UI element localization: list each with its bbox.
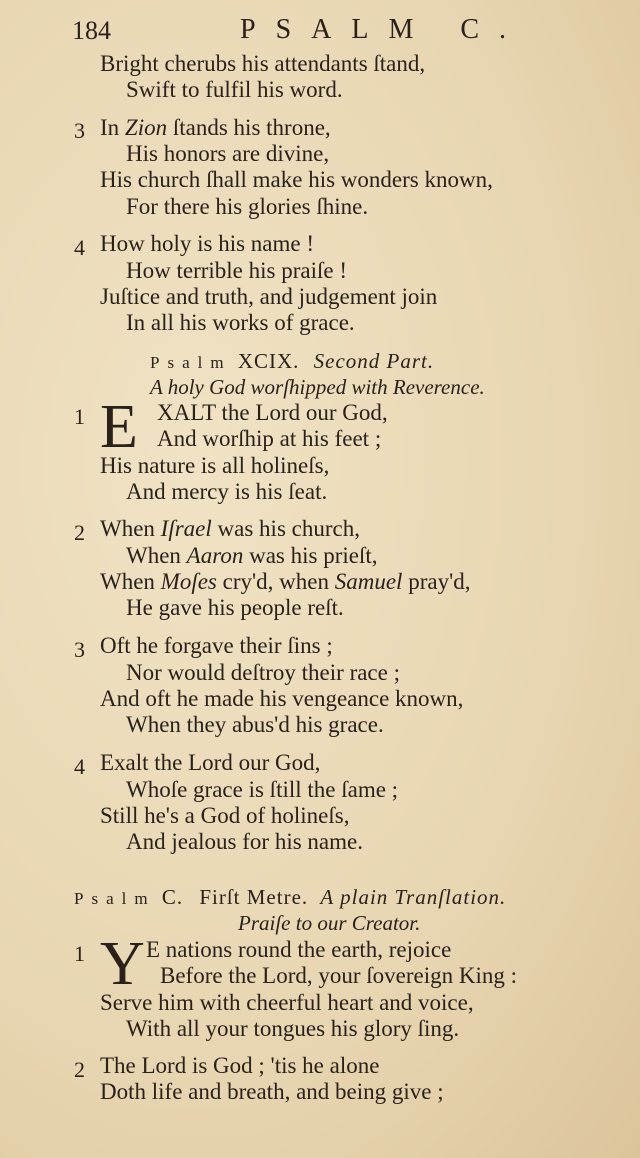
verse-line [100,569,470,595]
psalm-subtitle: A holy God worſhipped with Reverence. [150,375,485,399]
drop-cap: Y [100,930,145,998]
verse-line: Whoſe grace is ſtill the ſame ; [126,777,399,802]
text: was his prieſt, [243,543,378,568]
verse-number: 4 [74,754,85,779]
verse-line: Oft he forgave their ſins ; [100,633,333,658]
verse-line: The Lord is God ; 'tis he alone [100,1053,380,1078]
verse-line [100,516,360,542]
verse-line: His church ſhall make his wonders known, [100,167,493,192]
verse-line: He gave his people reſt. [126,595,344,620]
psalm-word: Psalm [150,353,232,372]
verse-line: Serve him with cheerful heart and voice, [100,990,474,1015]
verse-line: Before the Lord, your ſovereign King : [160,963,518,988]
text: When [126,543,187,568]
verse-line: Swift to fulfil his word. [126,77,343,102]
verse-line: And jealous for his name. [126,829,363,854]
verse-line: His honors are divine, [126,141,330,166]
verse-line [126,543,377,569]
proper-name: Iſrael [160,516,212,541]
verse-number: 3 [74,118,85,143]
verse-number: 4 [74,235,85,260]
verse-line: How terrible his praiſe ! [126,258,347,283]
verse-line [100,115,331,141]
proper-name: Samuel [334,569,403,594]
text: cry'd, when [216,569,335,594]
verse-number: 2 [74,520,85,545]
psalm-word: Psalm [74,889,156,908]
verse-line: Juſtice and truth, and judgement join [100,284,438,309]
psalm-subtitle: Praiſe to our Creator. [238,911,421,935]
psalm-heading [150,349,434,374]
psalm-heading [74,885,506,910]
text: ſtands his throne, [167,115,331,140]
place-name: Zion [124,115,168,140]
verse-line: E nations round the earth, rejoice [146,937,452,962]
drop-cap: E [100,393,138,461]
verse-line: Exalt the Lord our God, [100,750,321,775]
proper-name: Aaron [186,543,244,568]
verse-number: 1 [74,404,85,429]
verse-line: Doth life and breath, and being give ; [100,1079,444,1104]
psalm-number: XCIX. [237,349,300,373]
verse-line: With all your tongues his glory ſing. [126,1016,460,1041]
proper-name: Moſes [160,569,217,594]
verse-line: In all his works of grace. [126,310,355,335]
text: When [100,569,161,594]
text: When [100,516,161,541]
page-number: 184 [72,16,111,45]
text: was his church, [211,516,360,541]
verse-line: For there his glories ſhine. [126,194,369,219]
translation-label: A plain Tranſlation. [320,885,507,909]
verse-number: 2 [74,1057,85,1082]
running-title: PSALM C. [240,14,527,45]
verse-line: When they abus'd his grace. [126,712,384,737]
verse-line: Bright cherubs his attendants ſtand, [100,51,426,76]
verse-line: Still he's a God of holineſs, [100,803,350,828]
verse-number: 1 [74,941,85,966]
verse-line: His nature is all holineſs, [100,453,330,478]
text: In [100,115,125,140]
metre-label: Firſt Metre. [199,885,309,909]
verse-line: And worſhip at his feet ; [157,426,382,451]
verse-line: How holy is his name ! [100,231,315,256]
verse-number: 3 [74,637,85,662]
verse-line: XALT the Lord our God, [157,400,388,425]
verse-line: And mercy is his ſeat. [126,479,328,504]
verse-line: And oft he made his vengeance known, [100,686,464,711]
part-label: Second Part. [313,349,435,373]
text: pray'd, [402,569,471,594]
verse-line: Nor would deſtroy their race ; [126,660,400,685]
psalm-number: C. [161,885,184,909]
